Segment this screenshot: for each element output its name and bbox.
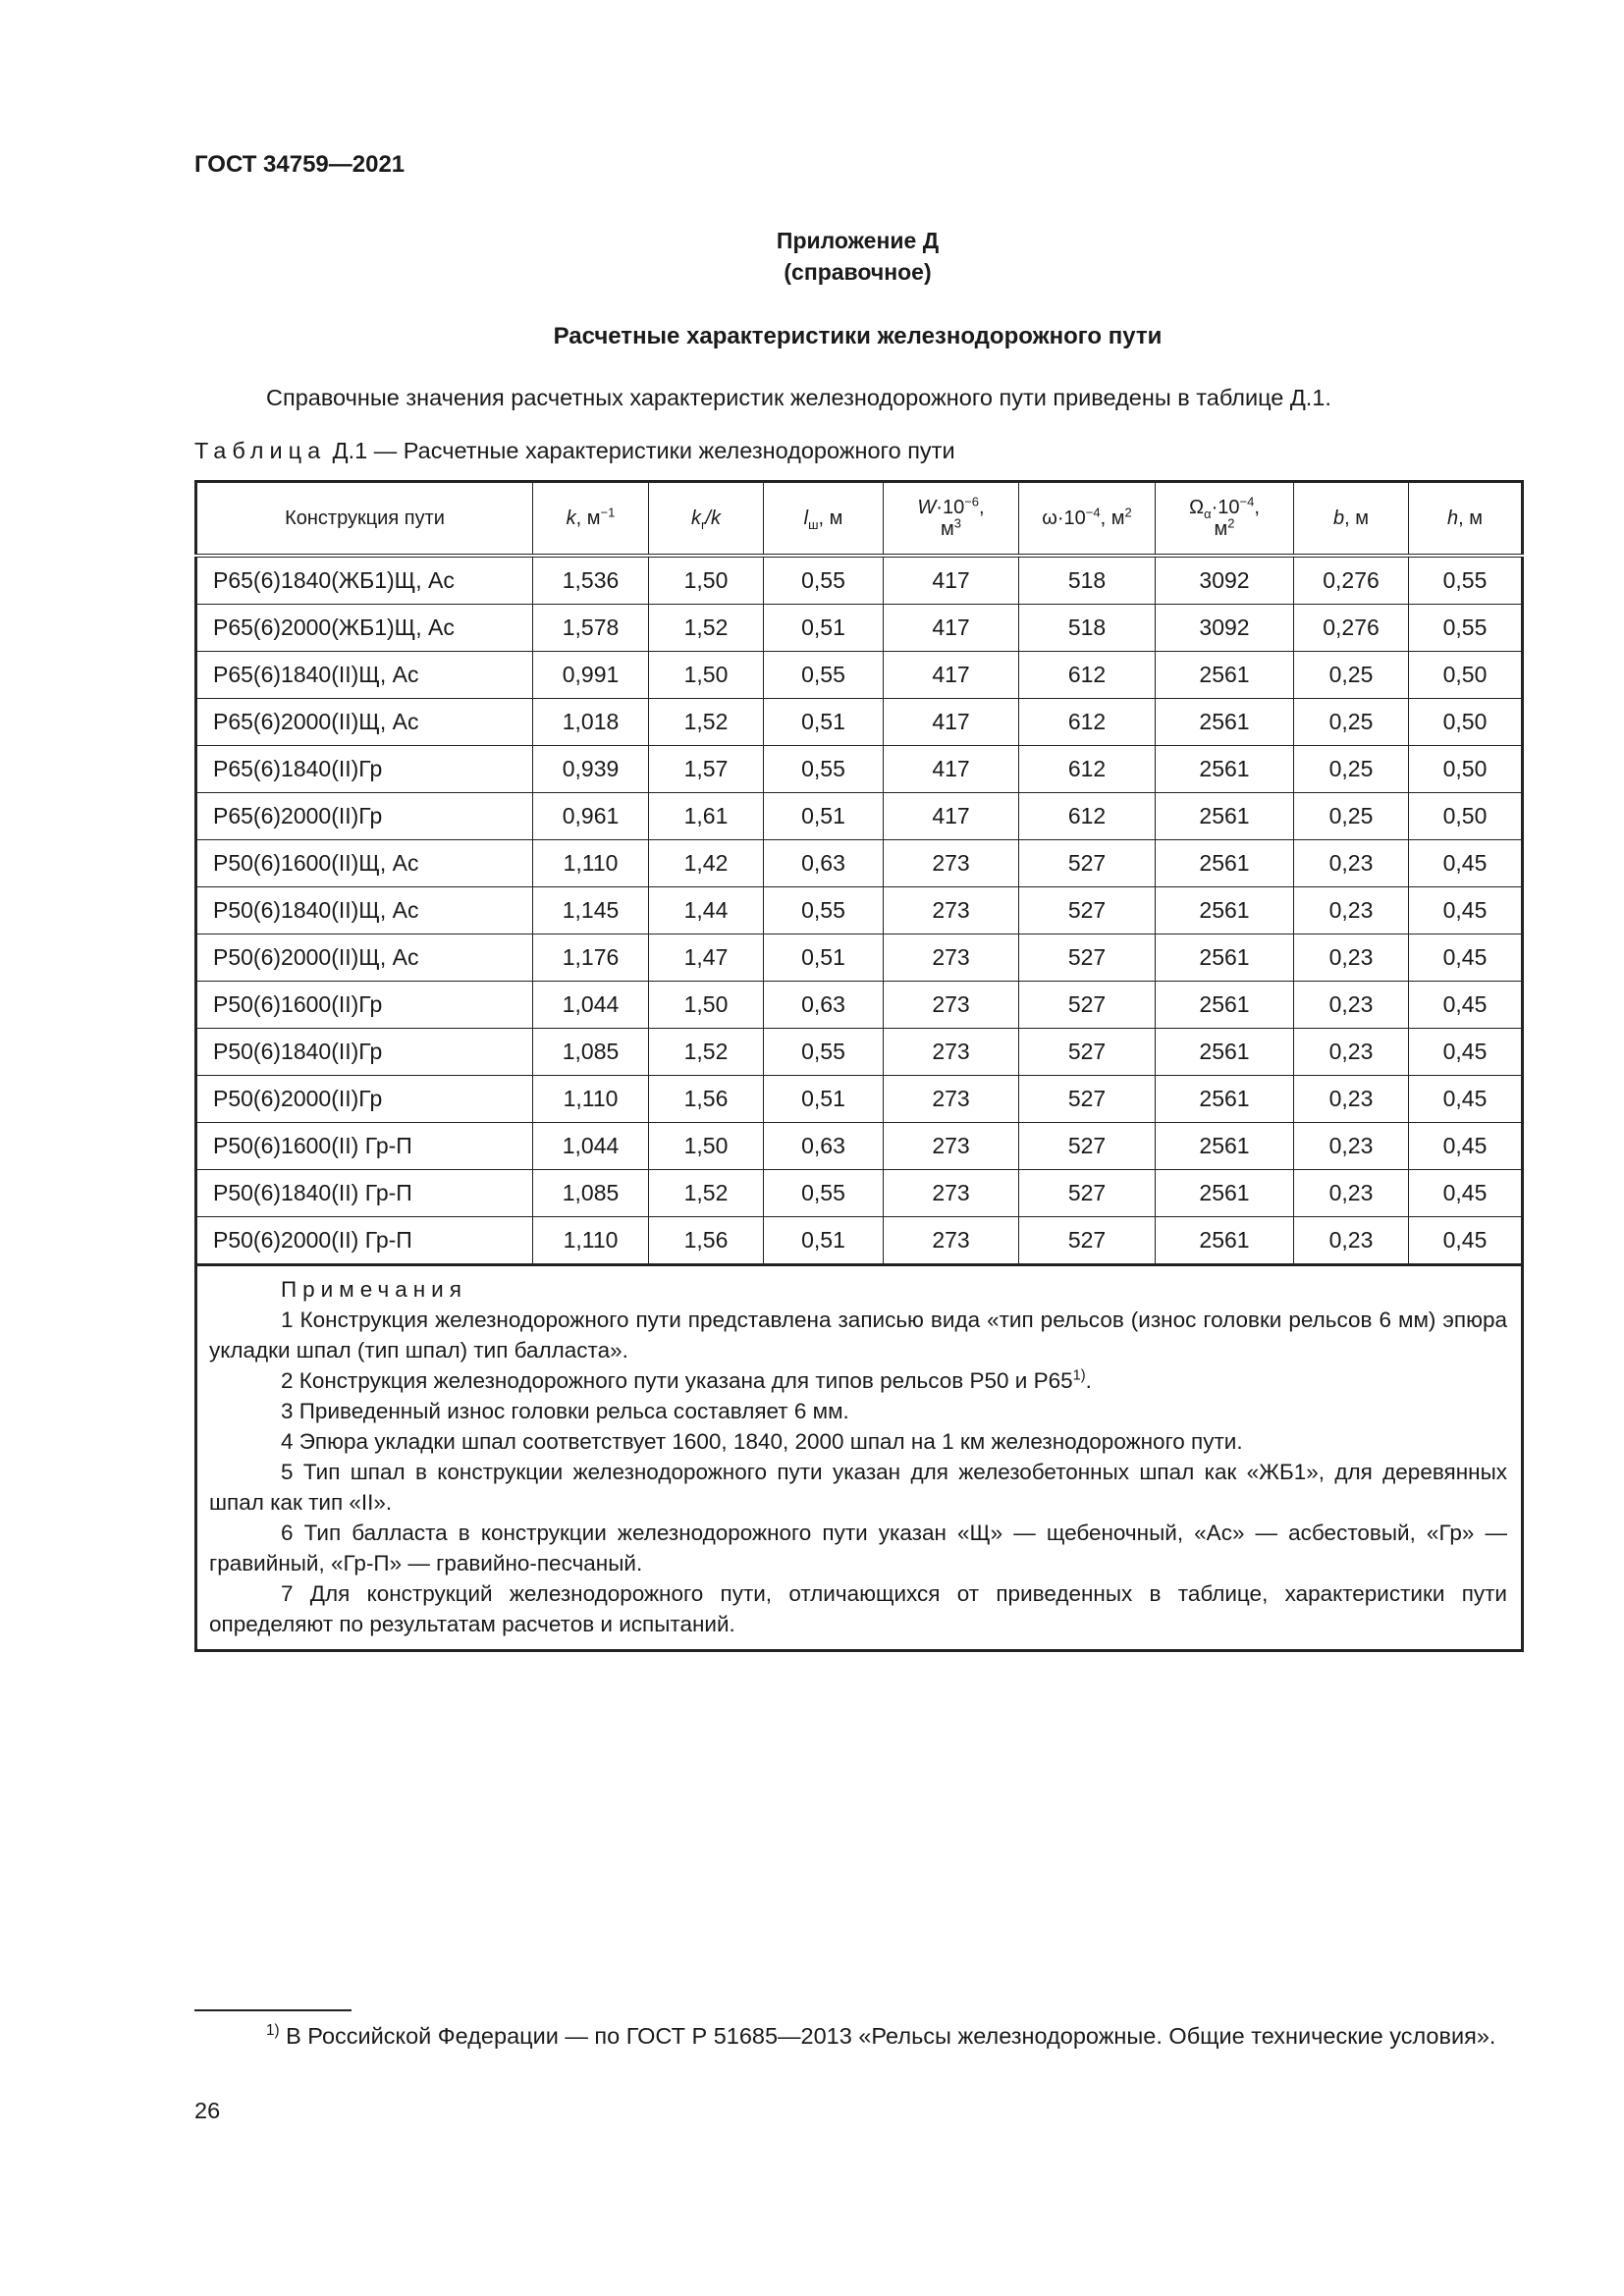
value-cell: 2561	[1156, 1029, 1294, 1076]
value-cell: 1,57	[649, 746, 764, 793]
appendix-type: (справочное)	[784, 259, 932, 285]
value-cell: 1,47	[649, 934, 764, 982]
value-cell: 1,044	[533, 982, 649, 1029]
value-cell: 0,55	[764, 1029, 884, 1076]
value-cell: 0,45	[1409, 1076, 1523, 1123]
value-cell: 0,55	[764, 556, 884, 605]
value-cell: 0,23	[1294, 934, 1409, 982]
table-row	[196, 746, 1523, 793]
value-cell: 1,110	[533, 840, 649, 887]
value-cell: 1,110	[533, 1076, 649, 1123]
table-row	[196, 887, 1523, 934]
value-cell: 0,45	[1409, 1170, 1523, 1217]
value-cell: 612	[1019, 699, 1156, 746]
value-cell: 0,45	[1409, 1029, 1523, 1076]
value-cell: 1,145	[533, 887, 649, 934]
value-cell: 0,51	[764, 605, 884, 652]
value-cell: 527	[1019, 1217, 1156, 1265]
value-cell: 1,52	[649, 1170, 764, 1217]
header-b: b, м	[1294, 482, 1409, 557]
value-cell: 0,55	[1409, 556, 1523, 605]
value-cell: 0,25	[1294, 746, 1409, 793]
table-row	[196, 793, 1523, 840]
caption-label: Таблица	[194, 438, 327, 463]
value-cell: 0,50	[1409, 652, 1523, 699]
table-row	[196, 1029, 1523, 1076]
note-1: 1 Конструкция железнодорожного пути представлена записью вида «тип рельсов (износ головки рельсов 6 мм) эпюра укладки шпал (тип шпал) тип балласта».	[209, 1308, 1507, 1362]
value-cell: 2561	[1156, 840, 1294, 887]
table-row	[196, 840, 1523, 887]
value-cell: 1,61	[649, 793, 764, 840]
value-cell: 0,55	[1409, 605, 1523, 652]
value-cell: 612	[1019, 746, 1156, 793]
table-row	[196, 699, 1523, 746]
value-cell: 0,45	[1409, 887, 1523, 934]
header-omega-alpha: $\Omega_\alpha\cdot 10^{-4}$, $м^2$	[1156, 482, 1294, 557]
value-cell: 1,085	[533, 1029, 649, 1076]
value-cell: 2561	[1156, 1123, 1294, 1170]
value-cell: 527	[1019, 982, 1156, 1029]
value-cell: 417	[884, 605, 1019, 652]
construction-cell: Р50(6)1600(II)Гр	[196, 982, 533, 1029]
value-cell: 3092	[1156, 556, 1294, 605]
note-4: 4 Эпюра укладки шпал соответствует 1600, 1840, 2000 шпал на 1 км железнодорожного пути.	[281, 1429, 1243, 1454]
value-cell: 0,25	[1294, 652, 1409, 699]
value-cell: 0,961	[533, 793, 649, 840]
construction-cell: Р65(6)2000(II)Гр	[196, 793, 533, 840]
construction-cell: Р50(6)1840(II)Гр	[196, 1029, 533, 1076]
value-cell: 0,25	[1294, 699, 1409, 746]
note-7: 7 Для конструкций железнодорожного пути, отличающихся от приведенных в таблице, характеристики пути определяют по результатам расчетов и испытаний.	[209, 1581, 1507, 1636]
value-cell: 518	[1019, 605, 1156, 652]
page-number: 26	[194, 2098, 221, 2123]
value-cell: 2561	[1156, 793, 1294, 840]
value-cell: 0,45	[1409, 982, 1523, 1029]
value-cell: 0,991	[533, 652, 649, 699]
header-omega: $\omega\cdot 10^{-4}$, $м^2$	[1019, 482, 1156, 557]
value-cell: 1,42	[649, 840, 764, 887]
value-cell: 2561	[1156, 934, 1294, 982]
value-cell: 1,110	[533, 1217, 649, 1265]
table-row	[196, 1076, 1523, 1123]
value-cell: 1,44	[649, 887, 764, 934]
value-cell: 0,45	[1409, 1123, 1523, 1170]
value-cell: 0,25	[1294, 793, 1409, 840]
notes	[196, 1265, 1523, 1651]
construction-cell: Р65(6)2000(ЖБ1)Щ, Ас	[196, 605, 533, 652]
notes-title: Примечания	[281, 1277, 467, 1302]
footnote-divider	[194, 2009, 352, 2011]
table-row	[196, 1217, 1523, 1265]
value-cell: 273	[884, 934, 1019, 982]
note-5: 5 Тип шпал в конструкции железнодорожного пути указан для железобетонных шпал как «ЖБ1», для деревянных шпал как тип «II».	[209, 1460, 1507, 1515]
value-cell: 518	[1019, 556, 1156, 605]
value-cell: 0,45	[1409, 1217, 1523, 1265]
value-cell: 0,63	[764, 840, 884, 887]
value-cell: 273	[884, 1170, 1019, 1217]
caption-text: Д.1 — Расчетные характеристики железнодорожного пути	[326, 438, 955, 463]
value-cell: 1,085	[533, 1170, 649, 1217]
value-cell: 527	[1019, 887, 1156, 934]
construction-cell: Р65(6)2000(II)Щ, Ас	[196, 699, 533, 746]
value-cell: 0,939	[533, 746, 649, 793]
value-cell: 1,56	[649, 1076, 764, 1123]
value-cell: 527	[1019, 840, 1156, 887]
construction-cell: Р50(6)2000(II) Гр-П	[196, 1217, 533, 1265]
value-cell: 1,176	[533, 934, 649, 982]
value-cell: 3092	[1156, 605, 1294, 652]
value-cell: 0,51	[764, 1076, 884, 1123]
value-cell: 0,50	[1409, 793, 1523, 840]
value-cell: 273	[884, 1217, 1019, 1265]
construction-cell: Р50(6)2000(II)Гр	[196, 1076, 533, 1123]
value-cell: 527	[1019, 1076, 1156, 1123]
value-cell: 2561	[1156, 746, 1294, 793]
notes-row	[196, 1265, 1523, 1651]
value-cell: 417	[884, 793, 1019, 840]
value-cell: 0,45	[1409, 840, 1523, 887]
value-cell: 0,51	[764, 793, 884, 840]
value-cell: 0,23	[1294, 1123, 1409, 1170]
value-cell: 0,23	[1294, 840, 1409, 887]
value-cell: 1,50	[649, 652, 764, 699]
construction-cell: Р65(6)1840(ЖБ1)Щ, Ас	[196, 556, 533, 605]
value-cell: 417	[884, 652, 1019, 699]
construction-cell: Р50(6)1600(II)Щ, Ас	[196, 840, 533, 887]
table-row	[196, 605, 1523, 652]
value-cell: 0,276	[1294, 556, 1409, 605]
footnote: $^{1)}$ В Российской Федерации — по ГОСТ Р 51685—2013 «Рельсы железнодорожные. Общие технические условия».	[266, 2022, 1496, 2049]
appendix-title: Приложение Д	[776, 228, 940, 253]
section-heading: Расчетные характеристики железнодорожного пути	[553, 323, 1163, 349]
value-cell: 273	[884, 1123, 1019, 1170]
characteristics-table	[194, 480, 1524, 1652]
header-kr-k: $k_r/k$	[649, 482, 764, 557]
value-cell: 1,018	[533, 699, 649, 746]
table-row	[196, 1123, 1523, 1170]
table-row	[196, 652, 1523, 699]
value-cell: 0,51	[764, 934, 884, 982]
value-cell: 0,23	[1294, 1076, 1409, 1123]
table-row	[196, 934, 1523, 982]
value-cell: 0,63	[764, 1123, 884, 1170]
value-cell: 273	[884, 1029, 1019, 1076]
value-cell: 0,63	[764, 982, 884, 1029]
value-cell: 2561	[1156, 699, 1294, 746]
value-cell: 0,55	[764, 887, 884, 934]
value-cell: 1,50	[649, 556, 764, 605]
header-h: h, м	[1409, 482, 1523, 557]
value-cell: 0,23	[1294, 982, 1409, 1029]
construction-cell: Р65(6)1840(II)Щ, Ас	[196, 652, 533, 699]
header-row	[196, 482, 1523, 557]
value-cell: 0,276	[1294, 605, 1409, 652]
value-cell: 1,50	[649, 982, 764, 1029]
value-cell: 527	[1019, 934, 1156, 982]
value-cell: 273	[884, 840, 1019, 887]
value-cell: 0,23	[1294, 887, 1409, 934]
note-3: 3 Приведенный износ головки рельса составляет 6 мм.	[281, 1399, 849, 1423]
value-cell: 1,52	[649, 605, 764, 652]
value-cell: 0,55	[764, 1170, 884, 1217]
value-cell: 612	[1019, 652, 1156, 699]
construction-cell: Р50(6)2000(II)Щ, Ас	[196, 934, 533, 982]
value-cell: 0,23	[1294, 1170, 1409, 1217]
value-cell: 417	[884, 556, 1019, 605]
value-cell: 1,044	[533, 1123, 649, 1170]
table-row	[196, 556, 1523, 605]
note-6: 6 Тип балласта в конструкции железнодорожного пути указан «Щ» — щебеночный, «Ас» — асбестовый, «Гр» — гравийный, «Гр-П» — гравийно-песчаный.	[209, 1521, 1507, 1575]
construction-cell: Р50(6)1840(II) Гр-П	[196, 1170, 533, 1217]
construction-cell: Р50(6)1600(II) Гр-П	[196, 1123, 533, 1170]
value-cell: 1,50	[649, 1123, 764, 1170]
value-cell: 2561	[1156, 1217, 1294, 1265]
value-cell: 0,51	[764, 699, 884, 746]
value-cell: 2561	[1156, 1170, 1294, 1217]
note-2: 2 Конструкция железнодорожного пути указана для типов рельсов Р50 и Р65$^{1)}$.	[281, 1367, 1092, 1393]
value-cell: 2561	[1156, 982, 1294, 1029]
value-cell: 1,56	[649, 1217, 764, 1265]
value-cell: 1,536	[533, 556, 649, 605]
value-cell: 2561	[1156, 887, 1294, 934]
value-cell: 273	[884, 887, 1019, 934]
value-cell: 0,23	[1294, 1217, 1409, 1265]
value-cell: 527	[1019, 1123, 1156, 1170]
header-k: k, $м^{-1}$	[533, 482, 649, 557]
value-cell: 2561	[1156, 652, 1294, 699]
value-cell: 0,55	[764, 746, 884, 793]
value-cell: 273	[884, 1076, 1019, 1123]
value-cell: 1,578	[533, 605, 649, 652]
construction-cell: Р50(6)1840(II)Щ, Ас	[196, 887, 533, 934]
value-cell: 612	[1019, 793, 1156, 840]
value-cell: 2561	[1156, 1076, 1294, 1123]
value-cell: 0,55	[764, 652, 884, 699]
value-cell: 527	[1019, 1170, 1156, 1217]
value-cell: 527	[1019, 1029, 1156, 1076]
construction-cell: Р65(6)1840(II)Гр	[196, 746, 533, 793]
value-cell: 0,51	[764, 1217, 884, 1265]
value-cell: 417	[884, 699, 1019, 746]
header-construction: Конструкция пути	[196, 482, 533, 557]
value-cell: 1,52	[649, 699, 764, 746]
value-cell: 1,52	[649, 1029, 764, 1076]
value-cell: 0,50	[1409, 699, 1523, 746]
value-cell: 0,23	[1294, 1029, 1409, 1076]
intro-paragraph: Справочные значения расчетных характеристик железнодорожного пути приведены в таблице Д.1.	[266, 385, 1331, 410]
document-code: ГОСТ 34759—2021	[194, 151, 406, 178]
value-cell: 0,45	[1409, 934, 1523, 982]
table-caption	[194, 438, 955, 464]
header-l: $l_ш$, м	[764, 482, 884, 557]
header-w: $W\cdot 10^{-6}$, $м^3$	[884, 482, 1019, 557]
table-row	[196, 1170, 1523, 1217]
value-cell: 273	[884, 982, 1019, 1029]
value-cell: 0,50	[1409, 746, 1523, 793]
value-cell: 417	[884, 746, 1019, 793]
table-row	[196, 982, 1523, 1029]
